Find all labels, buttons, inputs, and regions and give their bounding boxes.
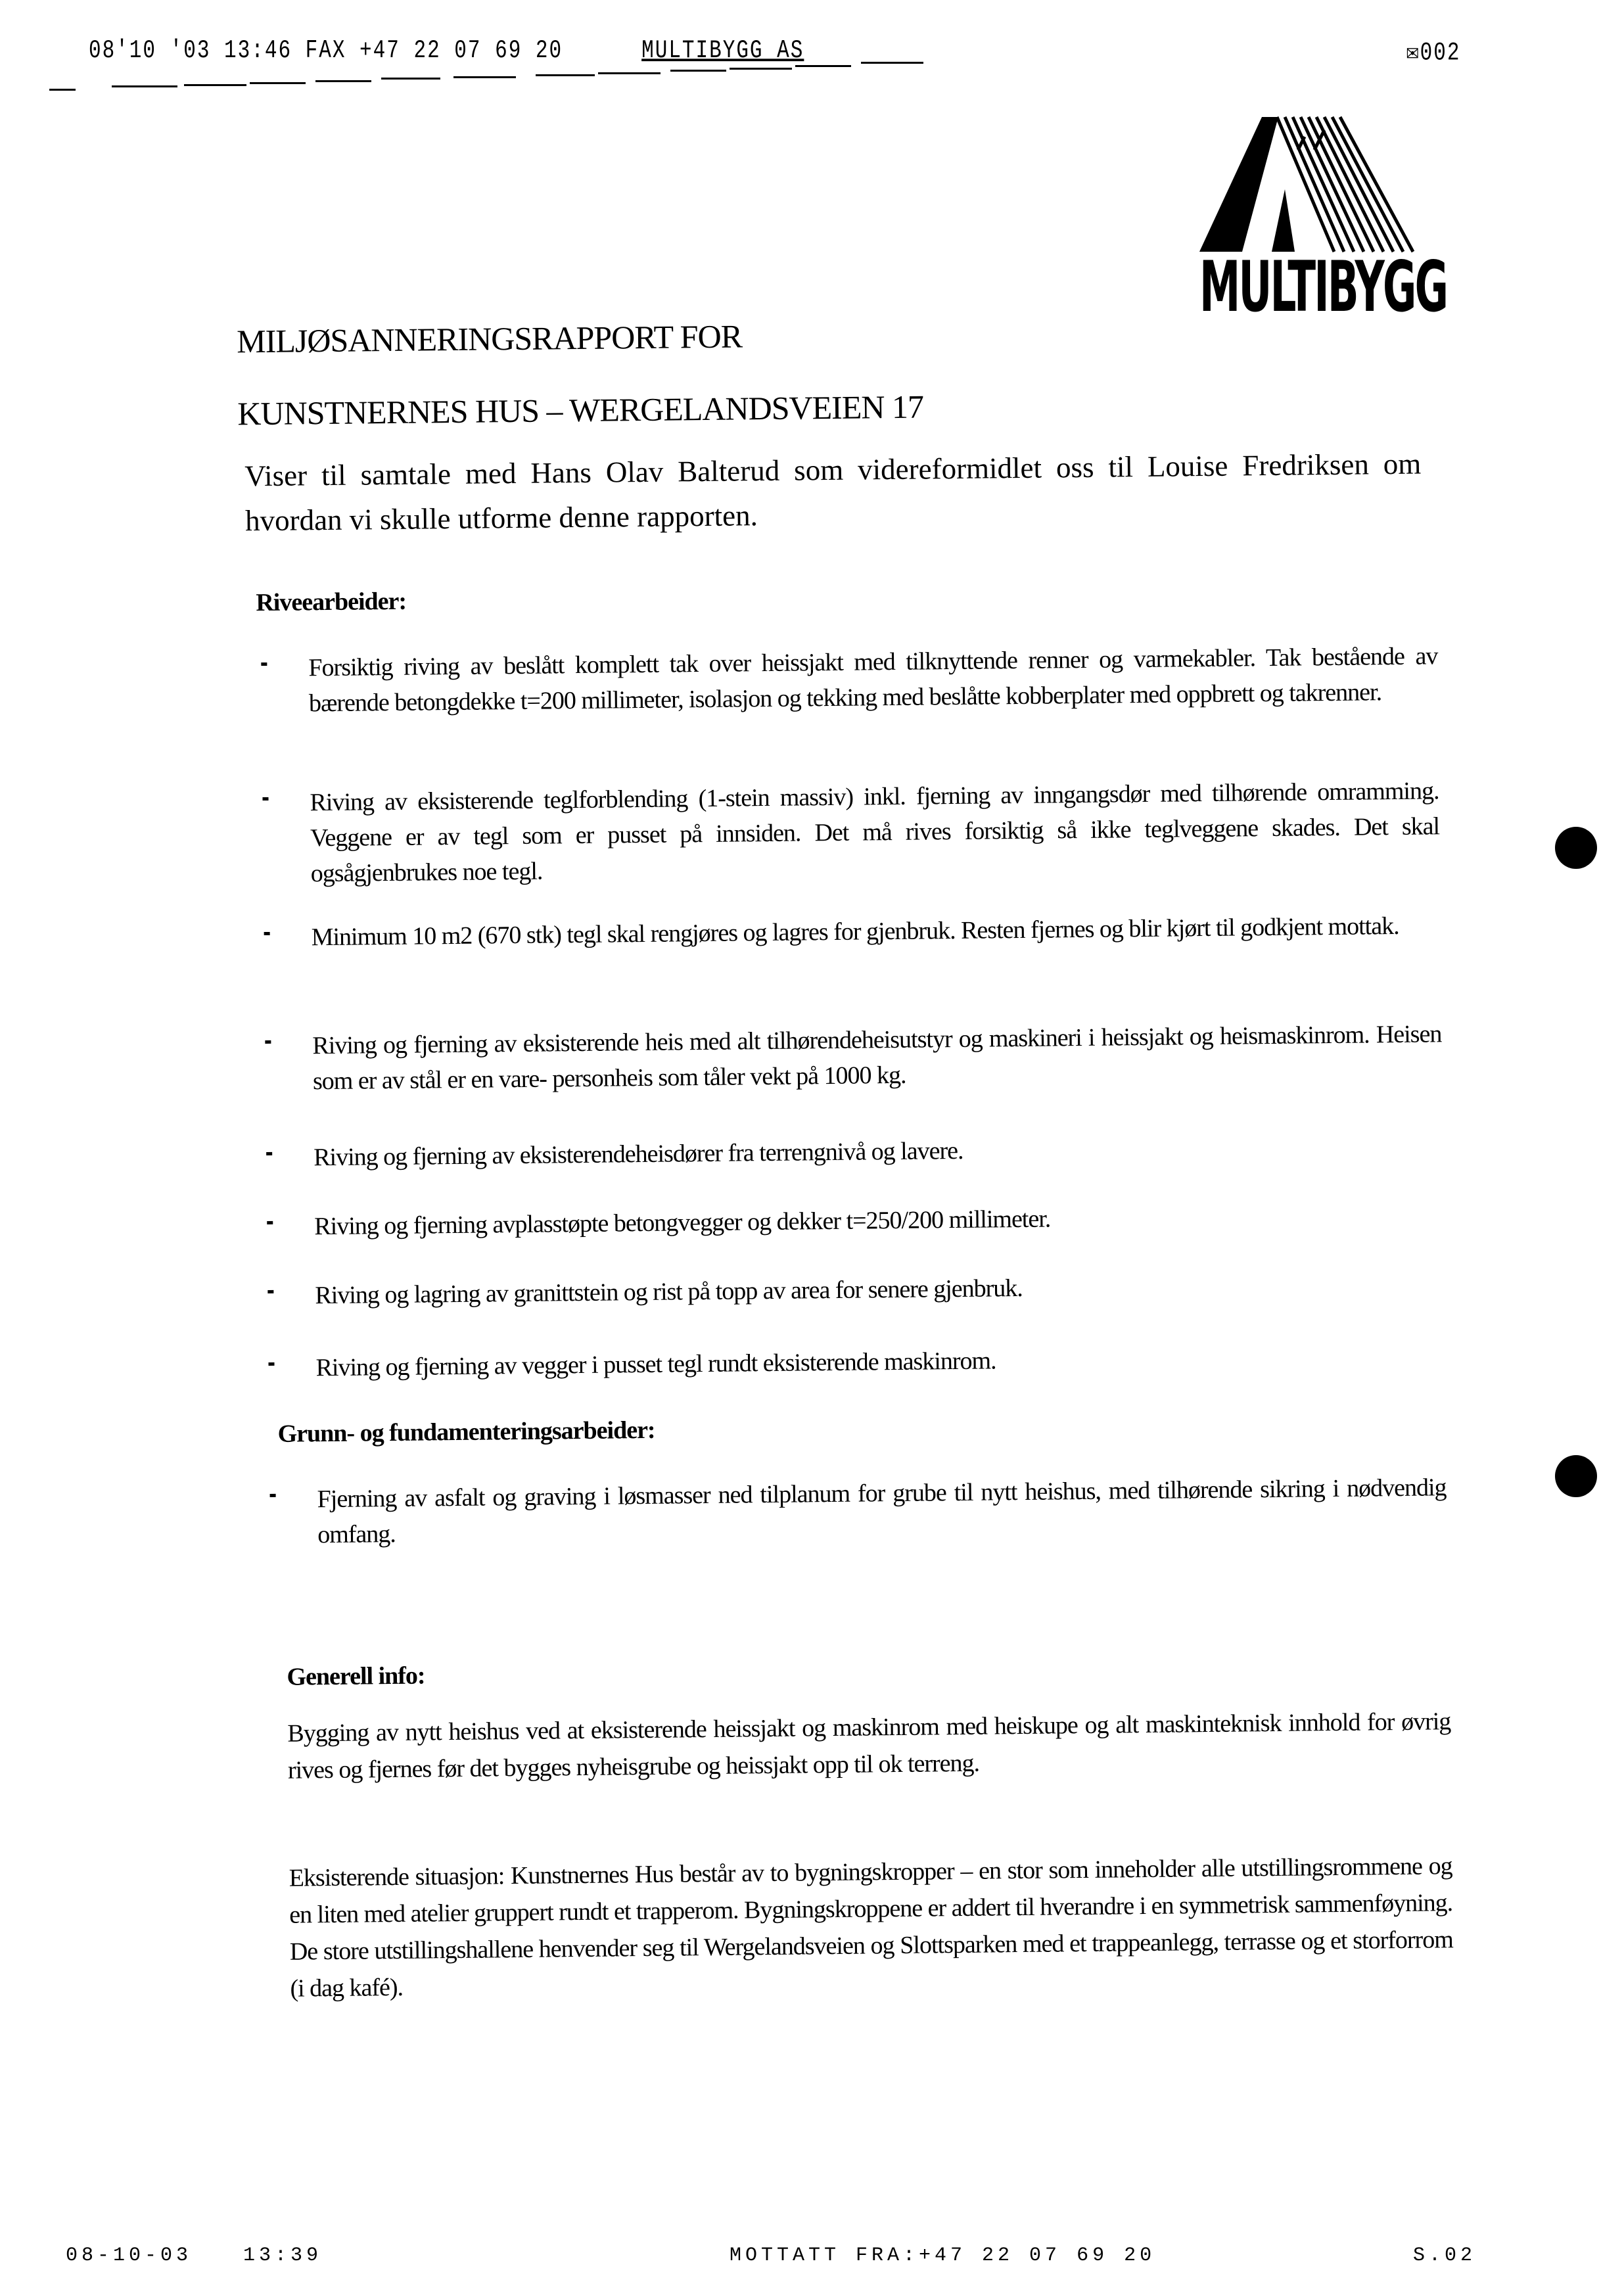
list-item: Riving og fjerning av eksisterende heis med alt tilhørendeheisutstyr og maskineri i heissjakt og heismaskinrom. Heisen som er av stål er en vare- personheis som tåler vekt på 1000 kg. [265, 1016, 1442, 1100]
intro-paragraph: Viser til samtale med Hans Olav Balterud som videreformidlet oss til Louise Fredriksen om hvordan vi skulle utforme denne rapporten. [244, 447, 1422, 538]
list-item: Riving og lagring av granittstein og rist på topp av area for senere gjenbruk. [267, 1266, 1444, 1314]
footer-date: 08-10-03 [66, 2244, 193, 2267]
list-item: Riving og fjerning avplasstøpte betongvegger og dekker t=250/200 millimeter. [267, 1197, 1443, 1245]
bullet-icon [262, 797, 268, 801]
punch-hole [1555, 827, 1597, 869]
bullet-icon [268, 1362, 274, 1366]
fax-page-number: ✉002 [1406, 39, 1461, 68]
bullet-icon [261, 662, 267, 666]
general-paragraph: Bygging av nytt heishus ved at eksisterende heissjakt og maskinrom med heiskupe og alt maskinteknisk innhold for øvrig rives og fjernes før det bygges nyheisgrube og heissjakt opp til ok terreng. [287, 1707, 1451, 1784]
bullet-icon [265, 1040, 271, 1044]
footer-received-from: MOTTATT FRA:+47 22 07 69 20 [730, 2244, 1156, 2267]
title-line-1: MILJØSANNERINGSRAPPORT FOR [236, 317, 743, 360]
fax-footer [66, 2244, 1498, 2267]
bullet-icon [270, 1494, 276, 1497]
footer-page: S.02 [1413, 2244, 1477, 2267]
list-item: Riving og fjerning av vegger i pusset tegl rundt eksisterende maskinrom. [268, 1338, 1445, 1386]
title-line-2: KUNSTNERNES HUS – WERGELANDSVEIEN 17 [237, 388, 924, 432]
punch-hole [1555, 1455, 1597, 1497]
fax-header-line: 08'10 '03 13:46 FAX +47 22 07 69 20 [89, 36, 563, 66]
list-item: Minimum 10 m2 (670 stk) tegl skal rengjøres og lagres for gjenbruk. Resten fjernes og blir kjørt til godkjent mottak. [264, 908, 1440, 956]
fax-icon: ✉ [1406, 39, 1420, 68]
bullet-icon [266, 1152, 272, 1155]
bullet-icon [267, 1290, 273, 1293]
section-heading-foundation: Grunn- og fundamenteringsarbeider: [277, 1416, 655, 1448]
section-heading-general: Generell info: [287, 1661, 425, 1691]
logo-wordmark: MULTIBYGG [1199, 246, 1447, 328]
bullet-icon [267, 1221, 273, 1224]
general-paragraph: Eksisterende situasjon: Kunstnernes Hus består av to bygningskropper – en stor som inneholder alle utstillingsrommene og en liten med atelier gruppert rundt et trapperom. Bygningskroppene er addert til hverandre i en symmetrisk sammenføyning. De store utstillingshallene henvender seg til Wergelandsveien og Slottsparken med et trappeanlegg, terrasse og et storforrom (i dag kafé). [289, 1852, 1453, 2003]
footer-time: 13:39 [243, 2244, 323, 2267]
list-item: Fjerning av asfalt og graving i løsmasser ned tilplanum for grube til nytt heishus, med tilhørende sikring i nødvendig omfang. [269, 1470, 1447, 1553]
bullet-icon [264, 932, 270, 935]
section-heading-demolition: Riveearbeider: [256, 587, 407, 617]
list-item: Riving og fjerning av eksisterendeheisdører fra terrengnivå og lavere. [266, 1128, 1443, 1176]
list-item: Riving av eksisterende teglforblending (1-stein massiv) inkl. fjerning av inngangsdør med tilhørende omramming. Veggene er av tegl som er pusset på innsiden. Det må rives forsiktig så ikke teglveggene skades. Det skal ogsågjenbrukes noe tegl. [262, 773, 1440, 892]
fax-header-company: MULTIBYGG AS [641, 36, 804, 66]
list-item: Forsiktig riving av beslått komplett tak over heissjakt med tilknyttende renner og varmekabler. Tak bestående av bærende betongdekke t=200 millimeter, isolasjon og tekking med beslåtte kobberplater med oppbrett og takrenner. [261, 638, 1438, 722]
